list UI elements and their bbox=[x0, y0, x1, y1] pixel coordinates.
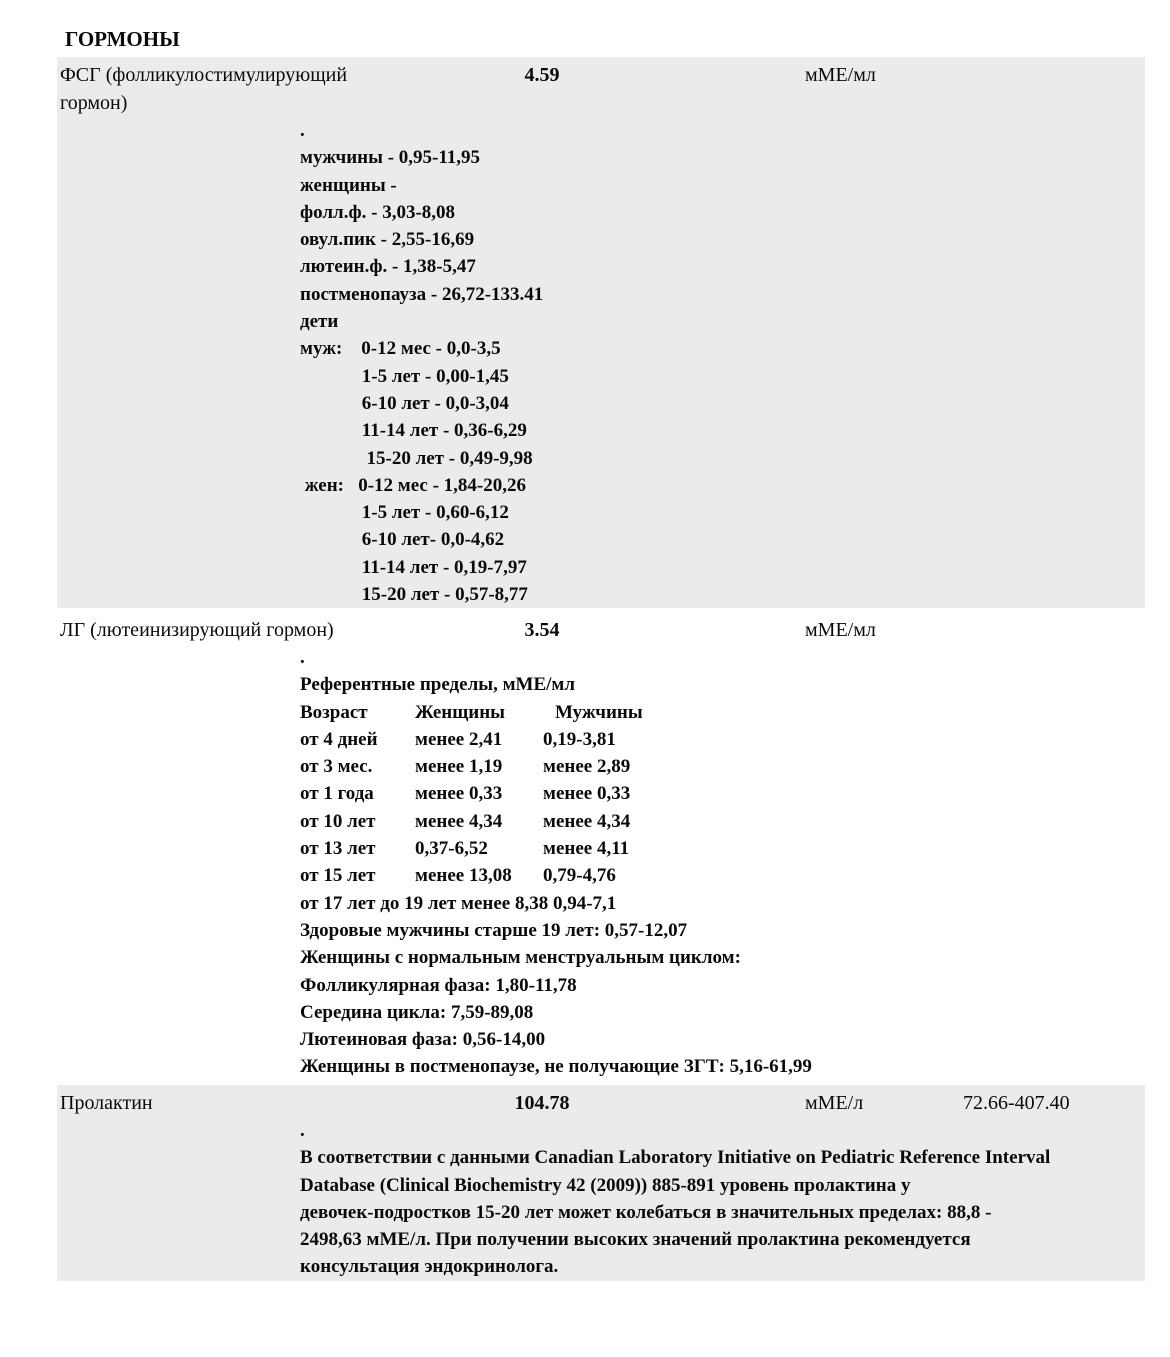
comment-line: дети bbox=[300, 311, 339, 333]
comment-line: . bbox=[300, 120, 305, 141]
table-cell-age: от 13 лет bbox=[300, 838, 376, 860]
comment-line: 6-10 лет- 0,0-4,62 bbox=[300, 529, 505, 551]
comment-line: Референтные пределы, мМЕ/мл bbox=[300, 674, 576, 696]
table-cell-men: менее 4,11 bbox=[543, 838, 630, 860]
comment-line: . bbox=[300, 1120, 305, 1141]
section-title-hormones: ГОРМОНЫ bbox=[65, 27, 180, 51]
prolactin-test-section bbox=[57, 1085, 1145, 1281]
table-row bbox=[300, 726, 1145, 753]
fsh-result-row bbox=[57, 61, 1145, 117]
test-name-line: Пролактин bbox=[60, 1092, 153, 1114]
lg-test-name bbox=[57, 617, 417, 644]
table-cell-men: менее 2,89 bbox=[543, 756, 631, 778]
comment-line: постменопауза - 26,72-133.41 bbox=[300, 283, 544, 305]
fsh-units: мМЕ/мл bbox=[805, 64, 876, 86]
comment-line: Database (Clinical Biochemistry 42 (2009)) 885-891 уровень пролактина у bbox=[300, 1174, 911, 1196]
lg-result-row bbox=[57, 617, 1145, 644]
test-name-line: ФСГ (фолликулостимулирующий bbox=[60, 64, 348, 86]
comment-line: 2498,63 мМЕ/л. При получении высоких значений пролактина рекомендуется bbox=[300, 1229, 971, 1251]
comment-line: муж: 0-12 мес - 0,0-3,5 bbox=[300, 338, 501, 360]
comment-line: Середина цикла: 7,59-89,08 bbox=[300, 1001, 534, 1023]
table-cell-age: от 15 лет bbox=[300, 865, 376, 887]
table-cell-women: 0,37-6,52 bbox=[415, 838, 488, 860]
fsh-reference-comment bbox=[300, 117, 1145, 608]
lg-test-section bbox=[57, 608, 1145, 1085]
table-row bbox=[300, 862, 1145, 889]
table-row bbox=[300, 835, 1145, 862]
table-cell-men: менее 4,34 bbox=[543, 810, 631, 832]
comment-line: Женщины в постменопаузе, не получающие ЗГТ: 5,16-61,99 bbox=[300, 1056, 812, 1078]
table-row bbox=[300, 780, 1145, 807]
prolactin-result-value: 104.78 bbox=[514, 1092, 570, 1114]
table-cell-women: менее 4,34 bbox=[415, 810, 503, 832]
comment-line: Фолликулярная фаза: 1,80-11,78 bbox=[300, 974, 577, 996]
prolactin-test-name bbox=[57, 1090, 417, 1117]
comment-line: 1-5 лет - 0,60-6,12 bbox=[300, 502, 509, 524]
comment-line: В соответствии с данными Canadian Laboratory Initiative on Pediatric Reference Interval bbox=[300, 1147, 1051, 1169]
lg-reference-table-body bbox=[300, 726, 1145, 890]
table-header-row bbox=[300, 699, 1145, 726]
test-name-line: гормон) bbox=[60, 92, 128, 114]
comment-line: от 17 лет до 19 лет менее 8,38 0,94-7,1 bbox=[300, 892, 617, 914]
comment-line: 1-5 лет - 0,00-1,45 bbox=[300, 365, 509, 387]
comment-line: Женщины с нормальным менструальным циклом: bbox=[300, 947, 741, 969]
table-cell-women: менее 1,19 bbox=[415, 756, 503, 778]
fsh-test-section bbox=[57, 57, 1145, 608]
column-header-age: Возраст bbox=[300, 701, 368, 723]
comment-line: 11-14 лет - 0,36-6,29 bbox=[300, 420, 527, 442]
comment-line: жен: 0-12 мес - 1,84-20,26 bbox=[300, 474, 527, 496]
column-header-men: Мужчины bbox=[555, 701, 643, 723]
lg-result-value: 3.54 bbox=[524, 619, 560, 641]
table-cell-women: менее 13,08 bbox=[415, 865, 512, 887]
comment-line: Лютеиновая фаза: 0,56-14,00 bbox=[300, 1029, 546, 1051]
comment-line: 6-10 лет - 0,0-3,04 bbox=[300, 392, 509, 414]
table-cell-age: от 4 дней bbox=[300, 728, 378, 750]
comment-line: женщины - bbox=[300, 174, 397, 196]
table-cell-age: от 1 года bbox=[300, 783, 374, 805]
prolactin-reference-comment bbox=[300, 1117, 1145, 1281]
comment-line: Здоровые мужчины старше 19 лет: 0,57-12,07 bbox=[300, 919, 688, 941]
comment-line: . bbox=[300, 647, 305, 668]
lg-reference-intro bbox=[300, 644, 1145, 699]
column-header-women: Женщины bbox=[415, 701, 505, 723]
comment-line: мужчины - 0,95-11,95 bbox=[300, 147, 481, 169]
table-cell-age: от 10 лет bbox=[300, 810, 376, 832]
comment-line: лютеин.ф. - 1,38-5,47 bbox=[300, 256, 476, 278]
prolactin-result-row bbox=[57, 1090, 1145, 1117]
table-row bbox=[300, 753, 1145, 780]
lg-units: мМЕ/мл bbox=[805, 619, 876, 641]
comment-line: 15-20 лет - 0,49-9,98 bbox=[300, 447, 533, 469]
fsh-result-value: 4.59 bbox=[524, 64, 560, 86]
table-row bbox=[300, 808, 1145, 835]
comment-line: девочек-подростков 15-20 лет может колебаться в значительных пределах: 88,8 - bbox=[300, 1201, 992, 1223]
table-cell-men: менее 0,33 bbox=[543, 783, 631, 805]
prolactin-reference-range: 72.66-407.40 bbox=[963, 1092, 1070, 1114]
comment-line: фолл.ф. - 3,03-8,08 bbox=[300, 201, 456, 223]
comment-line: 15-20 лет - 0,57-8,77 bbox=[300, 584, 528, 606]
comment-line: 11-14 лет - 0,19-7,97 bbox=[300, 556, 527, 578]
prolactin-units: мМЕ/л bbox=[805, 1092, 864, 1114]
table-cell-men: 0,79-4,76 bbox=[543, 865, 616, 887]
table-cell-women: менее 2,41 bbox=[415, 728, 503, 750]
comment-line: овул.пик - 2,55-16,69 bbox=[300, 229, 475, 251]
comment-line: консультация эндокринолога. bbox=[300, 1256, 559, 1278]
table-cell-women: менее 0,33 bbox=[415, 783, 503, 805]
table-cell-men: 0,19-3,81 bbox=[543, 728, 616, 750]
table-cell-age: от 3 мес. bbox=[300, 756, 373, 778]
lg-reference-outro bbox=[300, 890, 1145, 1081]
fsh-test-name bbox=[57, 61, 417, 117]
lg-reference-table bbox=[300, 699, 1145, 890]
test-name-line: ЛГ (лютеинизирующий гормон) bbox=[60, 619, 334, 641]
